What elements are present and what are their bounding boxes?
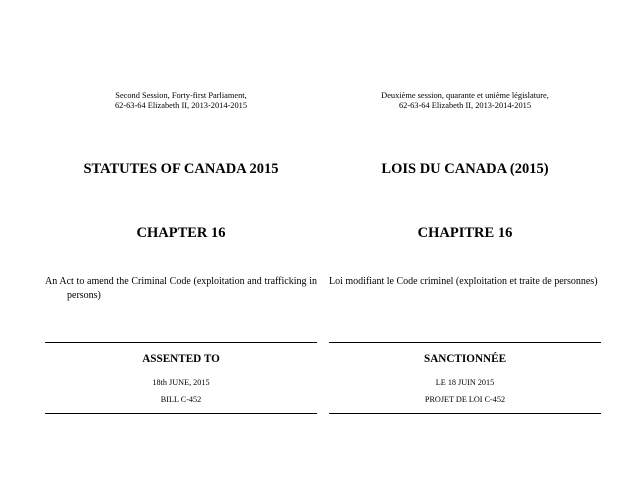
assent-label: SANCTIONNÉE xyxy=(423,353,507,365)
chapter-heading: CHAPITRE 16 xyxy=(417,225,513,241)
act-title: Loi modifiant le Code criminel (exploitation et traite de personnes) xyxy=(329,276,598,287)
statutes-title: LOIS DU CANADA (2015) xyxy=(381,161,549,177)
statutes-title: STATUTES OF CANADA 2015 xyxy=(83,161,279,177)
assent-label: ASSENTED TO xyxy=(142,353,220,365)
top-divider xyxy=(329,342,601,343)
chapter-heading: CHAPTER 16 xyxy=(136,225,226,241)
french-column xyxy=(329,0,601,495)
assent-date: LE 18 JUIN 2015 xyxy=(435,378,495,387)
assent-date: 18th JUNE, 2015 xyxy=(152,378,210,387)
bottom-divider xyxy=(329,413,601,414)
session-line-2: 62-63-64 Elizabeth II, 2013-2014-2015 xyxy=(114,101,248,110)
session-line-2: 62-63-64 Elizabeth II, 2013-2014-2015 xyxy=(398,101,532,110)
english-column xyxy=(45,0,317,495)
top-divider xyxy=(45,342,317,343)
bill-number: PROJET DE LOI C-452 xyxy=(424,395,506,404)
bottom-divider xyxy=(45,413,317,414)
session-info xyxy=(329,91,601,111)
bill-number: BILL C-452 xyxy=(160,395,202,404)
session-line-1: Deuxième session, quarante et unième législature, xyxy=(381,91,549,100)
session-info xyxy=(45,91,317,111)
session-line-1: Second Session, Forty-first Parliament, xyxy=(115,91,247,100)
act-title: An Act to amend the Criminal Code (exploitation and trafficking in persons) xyxy=(45,276,317,301)
